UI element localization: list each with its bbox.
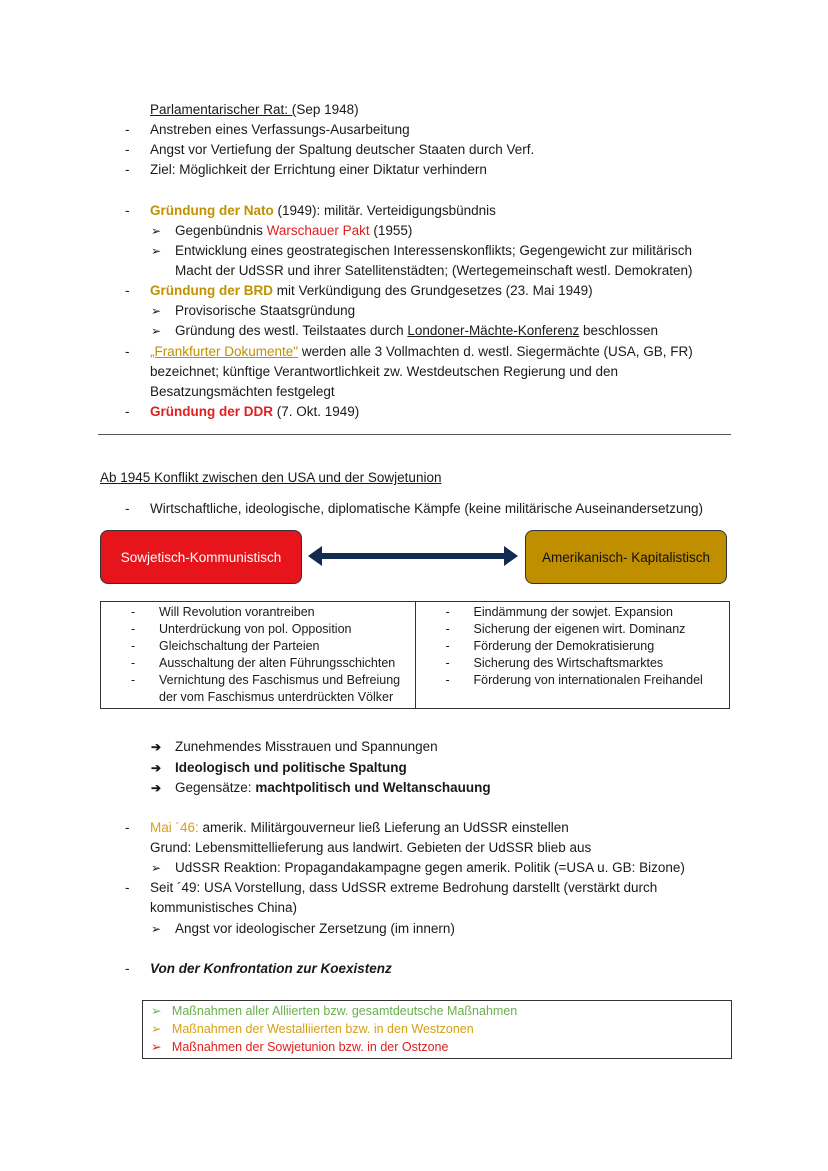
legend-item-orange: ➢ Maßnahmen der Westalliierten bzw. in den Westzonen: [151, 1022, 474, 1036]
seit-sub: Angst vor ideologischer Zersetzung (im innern): [175, 921, 455, 936]
dash: -: [125, 501, 130, 516]
nato-head: Gründung der Nato: [150, 203, 274, 218]
brd-rest: mit Verkündigung des Grundgesetzes (23. Mai 1949): [273, 283, 593, 298]
ddr-rest: (7. Okt. 1949): [273, 404, 360, 419]
londoner-konferenz: Londoner-Mächte-Konferenz: [407, 323, 580, 338]
left-item: Unterdrückung von pol. Opposition: [159, 622, 352, 636]
right-column: [415, 602, 730, 709]
brd-sub2-a: Gründung des westl. Teilstaates durch: [175, 323, 408, 338]
arrow-item-3: [175, 778, 491, 798]
list-item: - Sicherung des Wirtschaftsmarktes: [445, 656, 664, 670]
parl-heading: [150, 100, 359, 120]
box-amerikanisch-label: Amerikanisch- Kapitalistisch: [541, 549, 711, 565]
section2-title: Ab 1945 Konflikt zwischen den USA und der Sowjetunion: [100, 470, 442, 485]
right-item: Förderung der Demokratisierung: [473, 639, 655, 653]
arrowhead-icon: ➢: [151, 324, 162, 338]
list-item: - Eindämmung der sowjet. Expansion: [445, 605, 673, 619]
dash: -: [125, 283, 130, 298]
arrowhead-icon: ➢: [151, 922, 162, 936]
list-item: - Förderung von internationalen Freihandel: [445, 673, 703, 687]
legend-text: Maßnahmen der Sowjetunion bzw. in der Ostzone: [171, 1040, 449, 1054]
mai-line2: Grund: Lebensmittellieferung aus landwirt. Gebieten der UdSSR blieb aus: [150, 840, 592, 855]
arrow3-a: Gegensätze:: [175, 780, 256, 795]
right-arrow-icon: ➔: [151, 781, 162, 795]
mai-head: Mai ´46:: [150, 820, 199, 835]
ddr-line: [150, 402, 359, 422]
parl-title: Parlamentarischer Rat: (: [150, 102, 297, 117]
left-item: Gleichschaltung der Parteien: [159, 639, 320, 653]
parl-item-3: Ziel: Möglichkeit der Errichtung einer Diktatur verhindern: [150, 162, 487, 177]
ddr-head: Gründung der DDR: [150, 404, 273, 419]
right-item: Eindämmung der sowjet. Expansion: [473, 605, 673, 619]
brd-head: Gründung der BRD: [150, 283, 273, 298]
color-legend: [142, 1000, 732, 1059]
parl-item-1: Anstreben eines Verfassungs-Ausarbeitung: [150, 122, 410, 137]
arrowhead-icon: ➢: [151, 861, 162, 875]
right-arrow-icon: ➔: [151, 761, 162, 775]
ffm-rest: werden alle 3 Vollmachten d. westl. Siegermächte (USA, GB, FR): [298, 344, 693, 359]
dash: -: [125, 404, 130, 419]
seit-line1: Seit ´49: USA Vorstellung, dass UdSSR extreme Bedrohung darstellt (verstärkt durch: [150, 880, 658, 895]
dash: -: [125, 961, 130, 976]
comparison-table: [100, 601, 730, 709]
ffm-head: „Frankfurter Dokumente": [150, 344, 299, 359]
right-item: Sicherung der eigenen wirt. Dominanz: [473, 622, 686, 636]
nato-sub1-c: (1955): [369, 223, 413, 238]
brd-line: [150, 281, 593, 301]
left-column: [101, 602, 416, 709]
nato-sub-1: [175, 221, 412, 241]
legend-text: Maßnahmen der Westalliierten bzw. in den Westzonen: [171, 1022, 474, 1036]
brd-sub2-c: beschlossen: [579, 323, 659, 338]
nato-sub-2-line1: Entwicklung eines geostrategischen Interessenskonflikts; Gegengewicht zur militärisch: [175, 243, 693, 258]
section2-item1: Wirtschaftliche, ideologische, diplomatische Kämpfe (keine militärische Auseinandersetzung): [150, 501, 704, 516]
dash: -: [125, 162, 130, 177]
dash: -: [125, 880, 130, 895]
dash: -: [125, 820, 130, 835]
mai-line: [150, 818, 569, 838]
nato-rest: (1949): militär. Verteidigungsbündnis: [273, 203, 496, 218]
legend-item-green: ➢ Maßnahmen aller Alliierten bzw. gesamtdeutsche Maßnahmen: [151, 1004, 518, 1018]
dash: -: [125, 344, 130, 359]
list-item: - Ausschaltung der alten Führungsschichten: [131, 656, 396, 670]
divider: [98, 434, 731, 435]
left-item: Will Revolution vorantreiben: [159, 605, 315, 619]
right-arrow-icon: ➔: [151, 740, 162, 754]
list-item: - Gleichschaltung der Parteien: [131, 639, 320, 653]
legend-item-red: ➢ Maßnahmen der Sowjetunion bzw. in der Ostzone: [151, 1040, 449, 1054]
parl-date: Sep 1948): [296, 102, 359, 117]
seit-line2: kommunistisches China): [150, 900, 298, 915]
mai-rest: amerik. Militärgouverneur ließ Lieferung an UdSSR einstellen: [198, 820, 569, 835]
list-item: [105, 689, 411, 706]
arrowhead-icon: ➢: [151, 224, 162, 238]
arrow-item-1: Zunehmendes Misstrauen und Spannungen: [175, 739, 438, 754]
nato-sub-2-line2: Macht der UdSSR und ihrer Satellitenstädten; (Wertegemeinschaft westl. Demokraten): [175, 263, 693, 278]
left-item: Vernichtung des Faschismus und Befreiung: [159, 673, 401, 687]
list-item: - Vernichtung des Faschismus und Befreiung: [131, 673, 401, 687]
double-arrow-icon: [308, 545, 518, 567]
dash: -: [125, 122, 130, 137]
box-sowjetisch: [100, 530, 302, 584]
arrow-item-2: Ideologisch und politische Spaltung: [175, 760, 407, 775]
list-item: - Förderung der Demokratisierung: [445, 639, 655, 653]
brd-sub-2: [175, 321, 658, 341]
parl-item-2: Angst vor Vertiefung der Spaltung deutscher Staaten durch Verf.: [150, 142, 535, 157]
dash: -: [125, 203, 130, 218]
ffm-line1: [150, 342, 693, 362]
mai-sub: UdSSR Reaktion: Propagandakampagne gegen amerik. Politik (=USA u. GB: Bizone): [175, 860, 685, 875]
ffm-line3: Besatzungsmächten festgelegt: [150, 384, 335, 399]
arrowhead-icon: ➢: [151, 244, 162, 258]
arrowhead-icon: ➢: [151, 304, 162, 318]
arrow3-b: machtpolitisch und Weltanschauung: [255, 780, 491, 795]
list-item: - Unterdrückung von pol. Opposition: [131, 622, 352, 636]
box-amerikanisch: [525, 530, 727, 584]
right-item: Förderung von internationalen Freihandel: [473, 673, 703, 687]
nato-line: [150, 201, 496, 221]
ffm-line2: bezeichnet; künftige Verantwortlichkeit zw. Westdeutschen Regierung und den: [150, 364, 619, 379]
left-item: der vom Faschismus unterdrückten Völker: [159, 690, 394, 704]
dash: -: [125, 142, 130, 157]
box-sowjetisch-label: Sowjetisch-Kommunistisch: [120, 549, 282, 565]
list-item: - Sicherung der eigenen wirt. Dominanz: [445, 622, 686, 636]
list-item: - Will Revolution vorantreiben: [131, 605, 315, 619]
warschauer-pakt: Warschauer Pakt: [266, 223, 370, 238]
left-item: Ausschaltung der alten Führungsschichten: [159, 656, 396, 670]
konfrontation-heading: Von der Konfrontation zur Koexistenz: [150, 961, 392, 976]
right-item: Sicherung des Wirtschaftsmarktes: [473, 656, 664, 670]
brd-sub-1: Provisorische Staatsgründung: [175, 303, 356, 318]
legend-text: Maßnahmen aller Alliierten bzw. gesamtdeutsche Maßnahmen: [171, 1004, 518, 1018]
nato-sub1-a: Gegenbündnis: [175, 223, 267, 238]
